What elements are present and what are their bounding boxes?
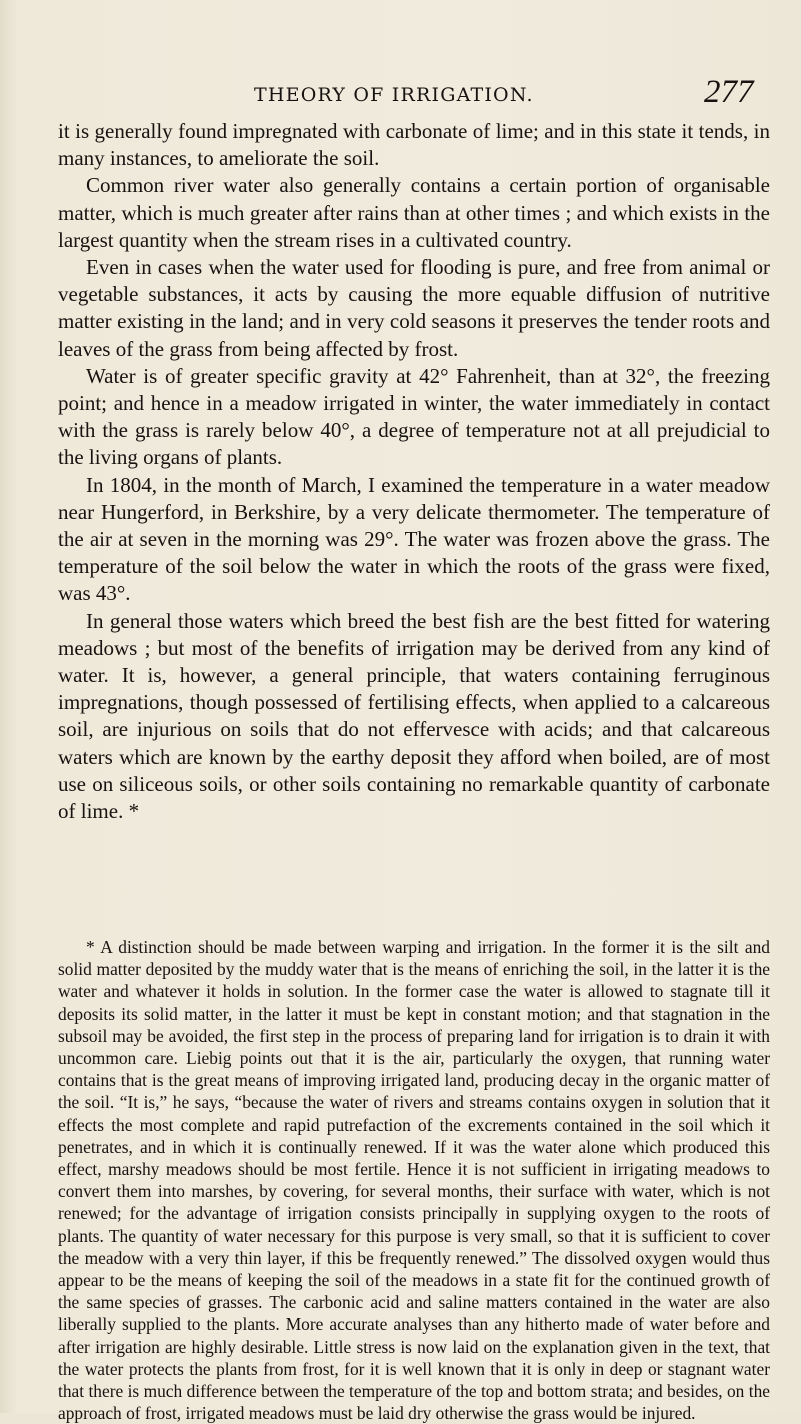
paragraph-5: In 1804, in the month of March, I examined the temperature in a water meadow near Hungerford, in Berkshire, by a very delicate thermometer. The temperature of the air at seven in the morning was 29°. The water was frozen above the grass. The temperature of the soil below the water in which the roots of the grass were fixed, was 43°. [58, 472, 770, 606]
page-number: 277 [704, 74, 754, 110]
footnote [58, 936, 770, 1424]
paragraph-3: Even in cases when the water used for flooding is pure, and free from animal or vegetable substances, it acts by causing the more equable diffusion of nutritive matter existing in the land; and in very cold seasons it preserves the tender roots and leaves of the grass from being affected by frost. [58, 255, 770, 361]
running-head: THEORY OF IRRIGATION. [254, 84, 534, 106]
footnote-text: * A distinction should be made between warping and irrigation. In the former it is the silt and solid matter deposited by the muddy water that is the means of enriching the soil, in the latter it is the water and whatever it holds in solution. In the former case the water is allowed to stagnate till it deposits its solid matter, in the latter it must be kept in constant motion; and that stagnation in the subsoil may be avoided, the first step in the process of preparing land for irrigation is to drain it with uncommon care. Liebig points out that it is the air, particularly the oxygen, that running water contains that is the great means of improving irrigated land, producing decay in the organic matter of the soil. “It is,” he says, “because the water of rivers and streams contains oxygen in solution that it effects the most complete and rapid putrefaction of the excrements contained in the soil which it penetrates, and in which it is continually renewed. If it was the water alone which produced this effect, marshy meadows should be most fertile. Hence it is not sufficient in irrigating meadows to convert them into marshes, by covering, for several months, their surface with water, which is not renewed; for the advantage of irrigation consists principally in supplying oxygen to the roots of plants. The quantity of water necessary for this purpose is very small, so that it is sufficient to cover the meadow with a very thin layer, if this be frequently renewed.” The dissolved oxygen would thus appear to be the means of keeping the soil of the meadows in a state fit for the continued growth of the same species of grasses. The carbonic acid and saline matters contained in the water are also liberally supplied to the plants. More accurate analyses than any hitherto made of water before and after irrigation are highly desirable. Little stress is now laid on the explanation given in the text, that the water protects the plants from frost, for it is well known that it is only in deep or stagnant water that there is much difference between the temperature of the top and bottom strata; and besides, on the approach of frost, irrigated meadows must be laid dry otherwise the grass would be injured. [58, 937, 770, 1424]
paragraph-4: Water is of greater specific gravity at 42° Fahrenheit, than at 32°, the freezing point; and hence in a meadow irrigated in winter, the water immediately in contact with the grass is rarely below 40°, a degree of temperature not at all prejudicial to the living organs of plants. [58, 363, 770, 470]
page-header [0, 74, 801, 110]
paragraph-1: it is generally found impregnated with carbonate of lime; and in this state it tends, in many instances, to ameliorate the soil. [58, 119, 770, 171]
body-text [58, 118, 770, 825]
paragraph-2: Common river water also generally contains a certain portion of organisable matter, which is much greater after rains than at other times ; and which exists in the largest quantity when the stream rises in a cultivated country. [58, 173, 770, 252]
paragraph-6: In general those waters which breed the best fish are the best fitted for watering meadows ; but most of the benefits of irrigation may be derived from any kind of water. It is, however, a general principle, that waters containing ferruginous impregnations, though possessed of fertilising effects, when applied to a calcareous soil, are injurious on soils that do not effervesce with acids; and that calcareous waters which are known by the earthy deposit they afford when boiled, are of most use on siliceous soils, or other soils containing no remarkable quantity of carbonate of lime. * [58, 608, 770, 824]
